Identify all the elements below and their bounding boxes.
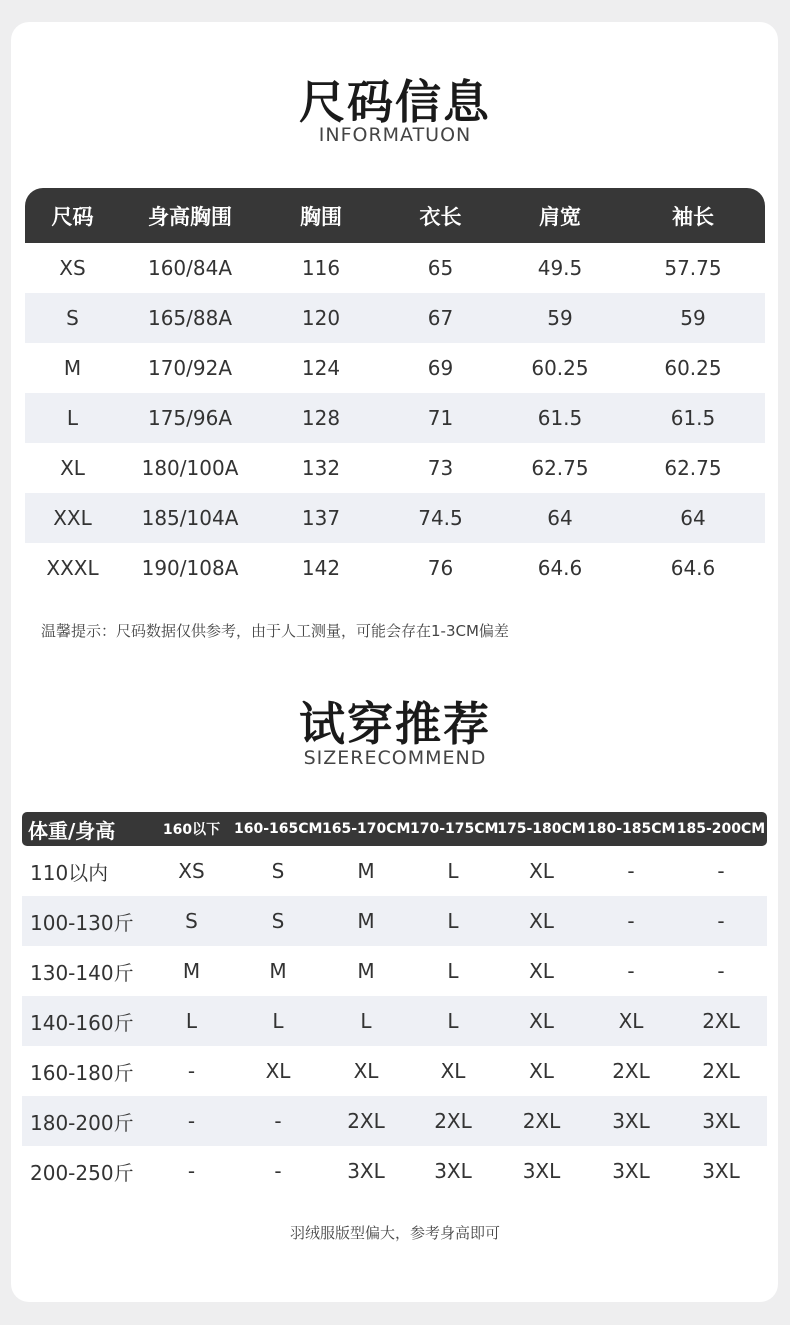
size-table-cell: 57.75 bbox=[664, 256, 722, 280]
recommend-size-cell: - bbox=[187, 1109, 196, 1133]
recommend-size-cell: XL bbox=[353, 1059, 379, 1083]
size-table-cell: 142 bbox=[301, 556, 341, 580]
size-table-cell: 65 bbox=[427, 256, 454, 280]
recommend-size-cell: - bbox=[717, 859, 725, 883]
recommend-size-cell: XL bbox=[529, 909, 554, 933]
recommend-size-cell: - bbox=[717, 909, 725, 933]
recommend-weight-cell: 200-250斤 bbox=[30, 1160, 134, 1185]
header-weight-height: 体重/身高 bbox=[28, 818, 116, 843]
recommend-table bbox=[22, 812, 767, 1196]
recommend-table-row bbox=[22, 1096, 767, 1146]
size-table-cell: 137 bbox=[301, 506, 341, 530]
recommend-size-cell: - bbox=[627, 959, 635, 983]
size-table-cell: 175/96A bbox=[147, 406, 233, 430]
size-table-cell: XXL bbox=[53, 506, 92, 530]
recommend-size-cell: 2XL bbox=[347, 1109, 385, 1133]
size-table-row bbox=[25, 243, 765, 293]
header-180-185: 180-185CM bbox=[587, 821, 676, 837]
size-table-cell: 120 bbox=[301, 306, 341, 330]
size-table-cell: 73 bbox=[427, 456, 454, 480]
recommend-size-cell: M bbox=[182, 959, 201, 983]
recommend-size-cell: M bbox=[269, 959, 287, 983]
recommend-size-cell: XL bbox=[529, 1059, 554, 1083]
size-table-cell: M bbox=[63, 356, 82, 380]
recommend-size-cell: 3XL bbox=[612, 1109, 650, 1133]
size-table-cell: 62.75 bbox=[664, 456, 722, 480]
size-table-cell: 59 bbox=[680, 306, 706, 330]
size-table-cell: 64.6 bbox=[670, 556, 716, 580]
size-table-cell: 61.5 bbox=[670, 406, 716, 430]
header-160-165: 160-165CM bbox=[234, 821, 323, 837]
size-table-cell: 170/92A bbox=[147, 356, 233, 380]
size-table-cell: XS bbox=[59, 256, 86, 280]
size-table-row bbox=[25, 493, 765, 543]
size-table-cell: 124 bbox=[301, 356, 341, 380]
size-table-cell: 59 bbox=[547, 306, 573, 330]
recommend-size-cell: 3XL bbox=[702, 1109, 740, 1133]
size-table-cell: 74.5 bbox=[418, 506, 463, 530]
recommend-size-cell: - bbox=[717, 959, 725, 983]
recommend-size-cell: 2XL bbox=[702, 1059, 740, 1083]
recommend-size-cell: XL bbox=[529, 959, 554, 983]
size-info-title: 尺码信息 bbox=[299, 75, 491, 129]
recommend-size-cell: 2XL bbox=[612, 1059, 650, 1083]
recommend-size-cell: - bbox=[187, 1059, 196, 1083]
recommend-size-cell: XL bbox=[440, 1059, 466, 1083]
recommend-size-cell: - bbox=[627, 909, 635, 933]
size-table-cell: 61.5 bbox=[537, 406, 583, 430]
header-height-chest: 身高胸围 bbox=[148, 204, 232, 229]
recommend-weight-cell: 160-180斤 bbox=[30, 1060, 134, 1085]
header-185-200: 185-200CM bbox=[676, 821, 766, 837]
recommend-size-cell: XL bbox=[529, 859, 554, 883]
recommend-weight-cell: 140-160斤 bbox=[30, 1010, 134, 1035]
recommend-size-cell: 3XL bbox=[347, 1159, 385, 1183]
recommend-size-cell: L bbox=[185, 1009, 198, 1033]
recommend-size-cell: L bbox=[272, 1009, 284, 1033]
size-tip: 温馨提示：尺码数据仅供参考，由于人工测量，可能会存在1-3CM偏差 bbox=[41, 622, 509, 640]
recommend-table-row bbox=[22, 1146, 767, 1196]
header-size: 尺码 bbox=[51, 204, 94, 229]
size-info-table bbox=[25, 188, 765, 593]
size-table-cell: S bbox=[66, 306, 79, 330]
recommend-size-cell: - bbox=[627, 859, 635, 883]
recommend-size-cell: - bbox=[274, 1159, 282, 1183]
size-table-cell: 180/100A bbox=[141, 456, 239, 480]
recommend-weight-cell: 110以内 bbox=[30, 860, 109, 885]
recommend-table-row bbox=[22, 996, 767, 1046]
size-table-cell: L bbox=[66, 406, 79, 430]
size-table-row bbox=[25, 443, 765, 493]
recommend-note: 羽绒服版型偏大，参考身高即可 bbox=[289, 1224, 500, 1242]
size-table-cell: 69 bbox=[427, 356, 454, 380]
header-shoulder: 肩宽 bbox=[539, 204, 581, 229]
recommend-size-cell: L bbox=[447, 909, 459, 933]
recommend-size-cell: M bbox=[357, 959, 375, 983]
recommend-size-cell: S bbox=[271, 909, 285, 933]
size-table-cell: 62.75 bbox=[531, 456, 589, 480]
recommend-subtitle: SIZERECOMMEND bbox=[303, 747, 487, 769]
size-table-row bbox=[25, 293, 765, 343]
recommend-size-cell: 3XL bbox=[612, 1159, 650, 1183]
recommend-weight-cell: 180-200斤 bbox=[30, 1110, 134, 1135]
size-table-cell: 76 bbox=[427, 556, 454, 580]
recommend-size-cell: XL bbox=[618, 1009, 644, 1033]
size-info-subtitle: INFORMATUON bbox=[318, 124, 472, 146]
size-table-cell: 60.25 bbox=[664, 356, 722, 380]
size-table-cell: 116 bbox=[301, 256, 341, 280]
recommend-size-cell: 2XL bbox=[434, 1109, 472, 1133]
recommend-size-cell: L bbox=[447, 1009, 459, 1033]
size-table-cell: 160/84A bbox=[147, 256, 233, 280]
recommend-size-cell: - bbox=[187, 1159, 196, 1183]
size-table-cell: 49.5 bbox=[537, 256, 583, 280]
recommend-table-row bbox=[22, 1046, 767, 1096]
size-table-cell: 190/108A bbox=[141, 556, 239, 580]
size-table-cell: 165/88A bbox=[147, 306, 233, 330]
recommend-size-cell: - bbox=[274, 1109, 282, 1133]
header-under-160: 160以下 bbox=[162, 822, 221, 838]
recommend-size-cell: 3XL bbox=[434, 1159, 472, 1183]
size-table-cell: 64 bbox=[680, 506, 706, 530]
size-table-row bbox=[25, 393, 765, 443]
header-175-180: 175-180CM bbox=[497, 821, 586, 837]
recommend-table-row bbox=[22, 896, 767, 946]
recommend-weight-cell: 100-130斤 bbox=[30, 910, 134, 935]
size-table-row bbox=[25, 543, 765, 593]
recommend-size-cell: M bbox=[357, 909, 375, 933]
recommend-size-cell: S bbox=[271, 859, 285, 883]
header-170-175: 170-175CM bbox=[410, 821, 499, 837]
size-table-cell: 64.6 bbox=[537, 556, 583, 580]
size-table-cell: XL bbox=[60, 456, 85, 480]
size-table-cell: XXXL bbox=[46, 556, 99, 580]
recommend-size-cell: M bbox=[357, 859, 375, 883]
recommend-size-cell: 2XL bbox=[702, 1009, 740, 1033]
size-table-row bbox=[25, 343, 765, 393]
recommend-size-cell: L bbox=[447, 959, 459, 983]
recommend-table-row bbox=[22, 846, 767, 896]
size-table-cell: 71 bbox=[427, 406, 454, 430]
recommend-table-header bbox=[22, 812, 767, 846]
header-chest: 胸围 bbox=[300, 204, 342, 229]
header-length: 衣长 bbox=[419, 204, 462, 229]
size-table-cell: 64 bbox=[547, 506, 573, 530]
recommend-table-row bbox=[22, 946, 767, 996]
size-table-cell: 132 bbox=[301, 456, 341, 480]
recommend-size-cell: L bbox=[360, 1009, 372, 1033]
recommend-size-cell: XL bbox=[529, 1009, 554, 1033]
recommend-size-cell: L bbox=[447, 859, 459, 883]
recommend-size-cell: 2XL bbox=[522, 1109, 561, 1133]
recommend-size-cell: 3XL bbox=[702, 1159, 740, 1183]
recommend-size-cell: XS bbox=[178, 859, 205, 883]
recommend-weight-cell: 130-140斤 bbox=[30, 960, 134, 985]
size-table-cell: 60.25 bbox=[531, 356, 589, 380]
header-sleeve: 袖长 bbox=[672, 204, 714, 229]
size-table-cell: 67 bbox=[427, 306, 454, 330]
recommend-title: 试穿推荐 bbox=[299, 697, 491, 751]
header-165-170: 165-170CM bbox=[322, 821, 411, 837]
recommend-size-cell: 3XL bbox=[522, 1159, 561, 1183]
size-table-header bbox=[25, 188, 765, 243]
recommend-size-cell: S bbox=[185, 909, 198, 933]
size-table-cell: 128 bbox=[301, 406, 341, 430]
recommend-size-cell: XL bbox=[265, 1059, 291, 1083]
size-table-cell: 185/104A bbox=[141, 506, 239, 530]
